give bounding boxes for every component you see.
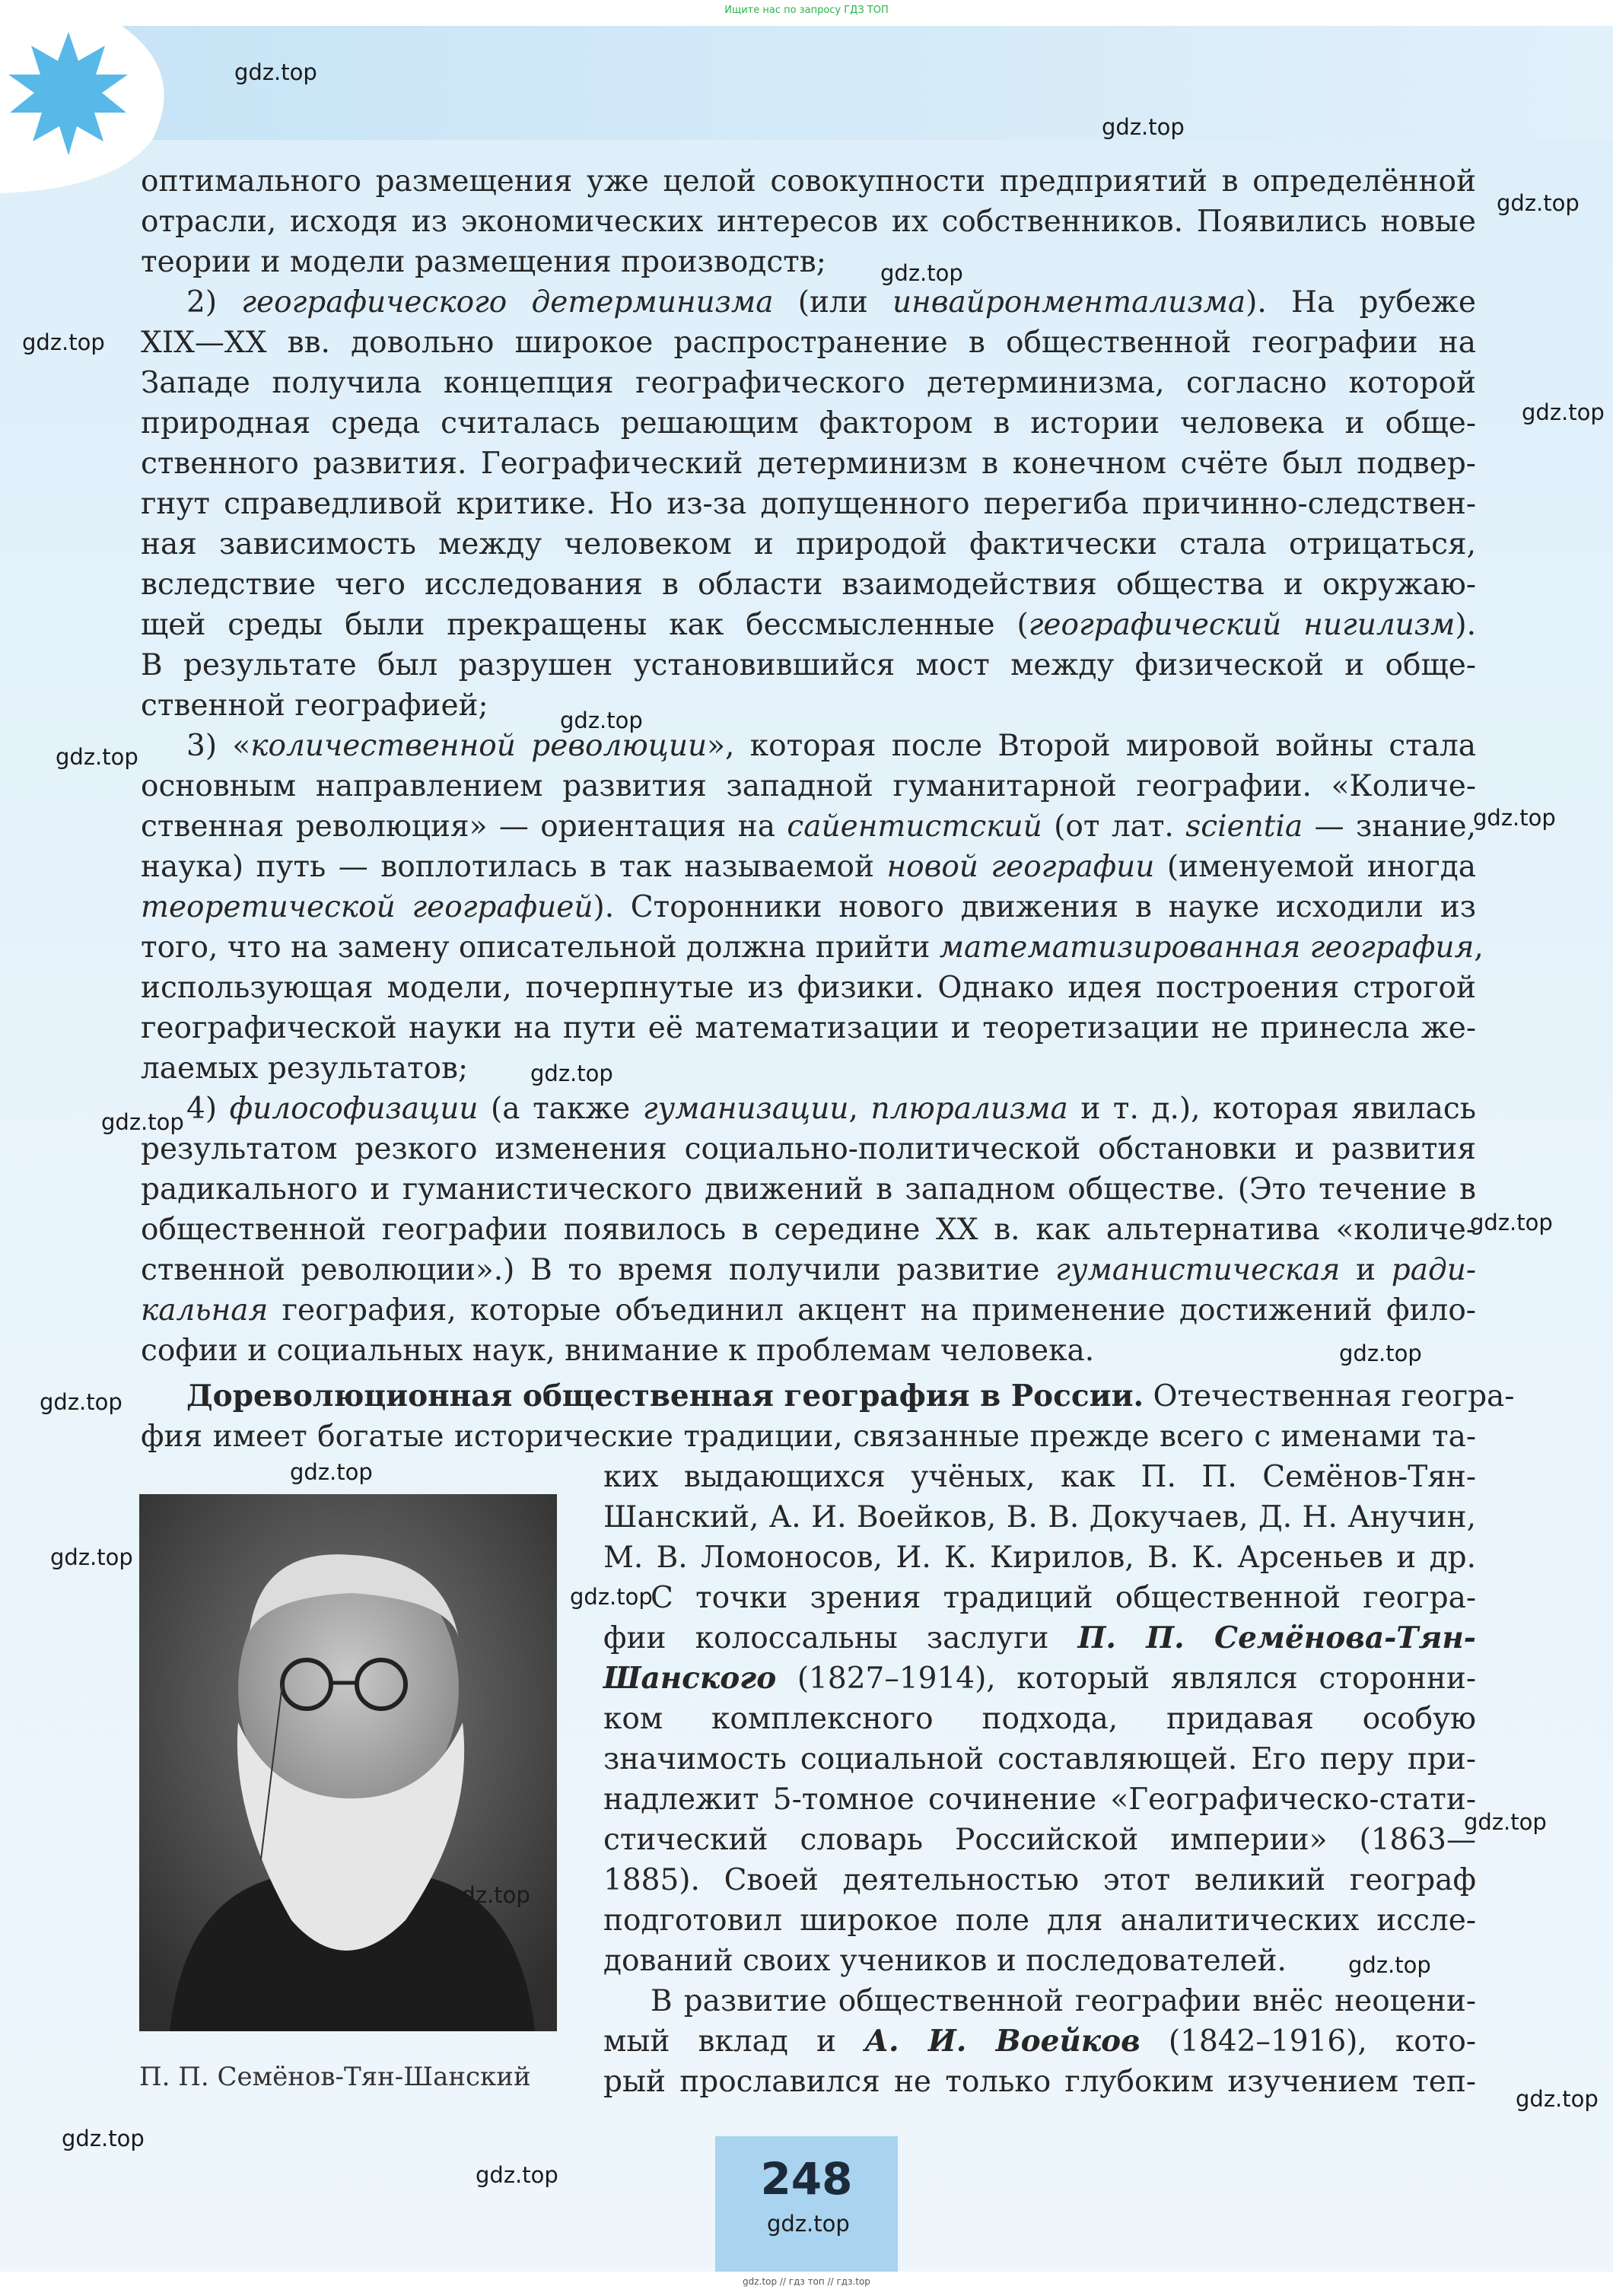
text-line: основным направлением развития западной гуманитарной географии. «Количе- [141, 769, 1476, 803]
watermark: gdz.top [880, 260, 963, 286]
text-line: мый вклад и А. И. Воейков (1842–1916), кото- [603, 2024, 1476, 2059]
search-hint: Ищите нас по запросу ГДЗ ТОП [724, 5, 889, 16]
text-line: Дореволюционная общественная география в России. Отечественная геогра- [186, 1379, 1515, 1414]
term-italic: теоретической географией [141, 890, 593, 924]
text-line: Западе получила концепция географического детерминизма, согласно которой [141, 366, 1476, 400]
watermark: gdz.top [1473, 805, 1556, 831]
text-line: С точки зрения традиций общественной геогра- [651, 1581, 1476, 1615]
text-line: ких выдающихся учёных, как П. П. Семёнов-Тян- [603, 1460, 1476, 1494]
watermark: gdz.top [1470, 1210, 1553, 1235]
text-line: ственного развития. Географический детерминизм в конечном счёте был подвер- [141, 447, 1476, 481]
term-italic: новой географии [886, 850, 1155, 884]
watermark: gdz.top [234, 59, 317, 85]
text-line: XIX—XX вв. довольно широкое распространение в общественной географии на [141, 326, 1476, 360]
portrait-illustration [139, 1494, 557, 2031]
text-line: Шанского (1827–1914), который являлся сторонни- [603, 1661, 1476, 1696]
figure-caption: П. П. Семёнов-Тян-Шанский [139, 2062, 531, 2092]
person-name: А. И. Воейков [864, 2024, 1141, 2059]
text-line: теории и модели размещения производств; [141, 245, 826, 279]
watermark: gdz.top [56, 744, 138, 770]
text-line: ственная революция» — ориентация на сайентистский (от лат. scientia — знание, [141, 809, 1476, 844]
watermark: gdz.top [50, 1544, 133, 1570]
text-line: М. В. Ломоносов, И. К. Кирилов, В. К. Арсеньев и др. [603, 1541, 1476, 1575]
text-line: дований своих учеников и последователей. [603, 1944, 1287, 1978]
term-italic: количественной революции [250, 729, 708, 763]
text-line: оптимального размещения уже целой совокупности предприятий в определённой [141, 164, 1476, 199]
page-number: 248 [760, 2153, 853, 2205]
text-line: фии колоссальны заслуги П. П. Семёнова-Тян- [603, 1620, 1476, 1655]
text-line: природная среда считалась решающим фактором в истории человека и обще- [141, 406, 1476, 440]
watermark: gdz.top [1464, 1809, 1547, 1835]
watermark: gdz.top [530, 1061, 613, 1086]
watermark: gdz.top [767, 2211, 850, 2237]
text-line: наука) путь — воплотилась в так называемой новой географии (именуемой иногда [141, 850, 1476, 884]
term-italic: философизации [229, 1092, 479, 1126]
text-line: 4) философизации (а также гуманизации, плюрализма и т. д.), которая явилась [186, 1092, 1476, 1126]
portrait-photo [139, 1494, 557, 2031]
person-name: Шанского [603, 1661, 777, 1696]
text-line: стический словарь Российской империи» (1863— [603, 1823, 1476, 1857]
watermark: gdz.top [40, 1389, 122, 1415]
watermark: gdz.top [290, 1459, 373, 1485]
text-line: того, что на замену описательной должна прийти математизированная география, [141, 930, 1484, 965]
text-line: географической науки на пути её математизации и теоретизации не принесла же- [141, 1011, 1476, 1045]
text-line: 1885). Своей деятельностью этот великий географ [603, 1863, 1476, 1897]
watermark: gdz.top [62, 2126, 145, 2151]
text-line: фия имеет богатые исторические традиции, связанные прежде всего с именами та- [141, 1420, 1476, 1454]
watermark: gdz.top [560, 708, 643, 733]
text-line: щей среды были прекращены как бессмысленные (географический нигилизм). [141, 608, 1476, 642]
text-line: 2) географического детерминизма (или инвайронментализма). На рубеже [186, 285, 1476, 320]
text-line: общественной географии появилось в середине XX в. как альтернатива «количе- [141, 1213, 1476, 1247]
text-line: кальная география, которые объединил акцент на применение достижений фило- [141, 1293, 1476, 1328]
text-line: результатом резкого изменения социально-политической обстановки и развития [141, 1132, 1476, 1166]
text-line: ственной географией; [141, 688, 488, 723]
watermark: gdz.top [1339, 1340, 1422, 1366]
term-italic: сайентистский [787, 809, 1042, 844]
text-line: ком комплексного подхода, придавая особую [603, 1702, 1476, 1736]
text-line: софии и социальных наук, внимание к проблемам человека. [141, 1334, 1095, 1368]
text-line: отрасли, исходя из экономических интересов их собственников. Появились новые [141, 205, 1476, 239]
watermark: gdz.top [1348, 1952, 1431, 1978]
text-line: ственной революции».) В то время получили развитие гуманистическая и ради- [141, 1253, 1476, 1287]
bottom-strip-text: gdz.top // гдз топ // гдз.top [743, 2276, 870, 2287]
watermark: gdz.top [476, 2162, 558, 2188]
watermark: gdz.top [1516, 2086, 1599, 2112]
term-italic: гуманистическая [1055, 1253, 1341, 1287]
text-line: надлежит 5-томное сочинение «Географическо-стати- [603, 1782, 1476, 1817]
watermark: gdz.top [22, 329, 105, 355]
term-italic: географического детерминизма [241, 285, 774, 320]
term-italic: инвайронментализма [892, 285, 1246, 320]
text-line: подготовил широкое поле для аналитических иссле- [603, 1903, 1476, 1938]
term-italic: гуманизации [642, 1092, 849, 1126]
text-line: В результате был разрушен установившийся мост между физической и обще- [141, 648, 1476, 682]
text-line: гнут справедливой критике. Но из-за допущенного перегиба причинно-следствен- [141, 487, 1476, 521]
term-italic: ради- [1391, 1253, 1476, 1287]
text-line: радикального и гуманистического движений в западном обществе. (Это течение в [141, 1172, 1476, 1207]
text-line: использующая модели, почерпнутые из физики. Однако идея построения строгой [141, 971, 1476, 1005]
term-italic: кальная [141, 1293, 269, 1328]
term-italic: географический нигилизм [1028, 608, 1456, 642]
watermark: gdz.top [1102, 114, 1185, 140]
text-line: значимость социальной составляющей. Его перу при- [603, 1742, 1476, 1776]
term-italic: математизированная география [939, 930, 1475, 965]
text-line: вследствие чего исследования в области взаимодействия общества и окружаю- [141, 568, 1476, 602]
person-name: П. П. Семёнова-Тян- [1077, 1620, 1476, 1655]
text-line: теоретической географией). Сторонники нового движения в науке исходили из [141, 890, 1476, 924]
text-line: лаемых результатов; [141, 1051, 469, 1086]
text-line: рый прославился не только глубоким изучением теп- [603, 2065, 1476, 2099]
text-line: В развитие общественной географии внёс неоцени- [651, 1984, 1476, 2018]
watermark: gdz.top [1522, 399, 1605, 425]
section-heading: Дореволюционная общественная география в России. [186, 1379, 1144, 1414]
term-italic: scientia [1185, 809, 1303, 844]
watermark: gdz.top [1497, 190, 1580, 216]
text-line: ная зависимость между человеком и природой фактически стала отрицаться, [141, 527, 1476, 561]
watermark: gdz.top [570, 1584, 653, 1610]
text-line: Шанский, А. И. Воейков, В. В. Докучаев, Д. Н. Анучин, [603, 1500, 1476, 1534]
watermark: gdz.top [101, 1109, 184, 1135]
term-italic: плюрализма [870, 1092, 1068, 1126]
watermark: gdz.top [447, 1882, 530, 1908]
text-line: 3) «количественной революции», которая после Второй мировой войны стала [186, 729, 1477, 763]
